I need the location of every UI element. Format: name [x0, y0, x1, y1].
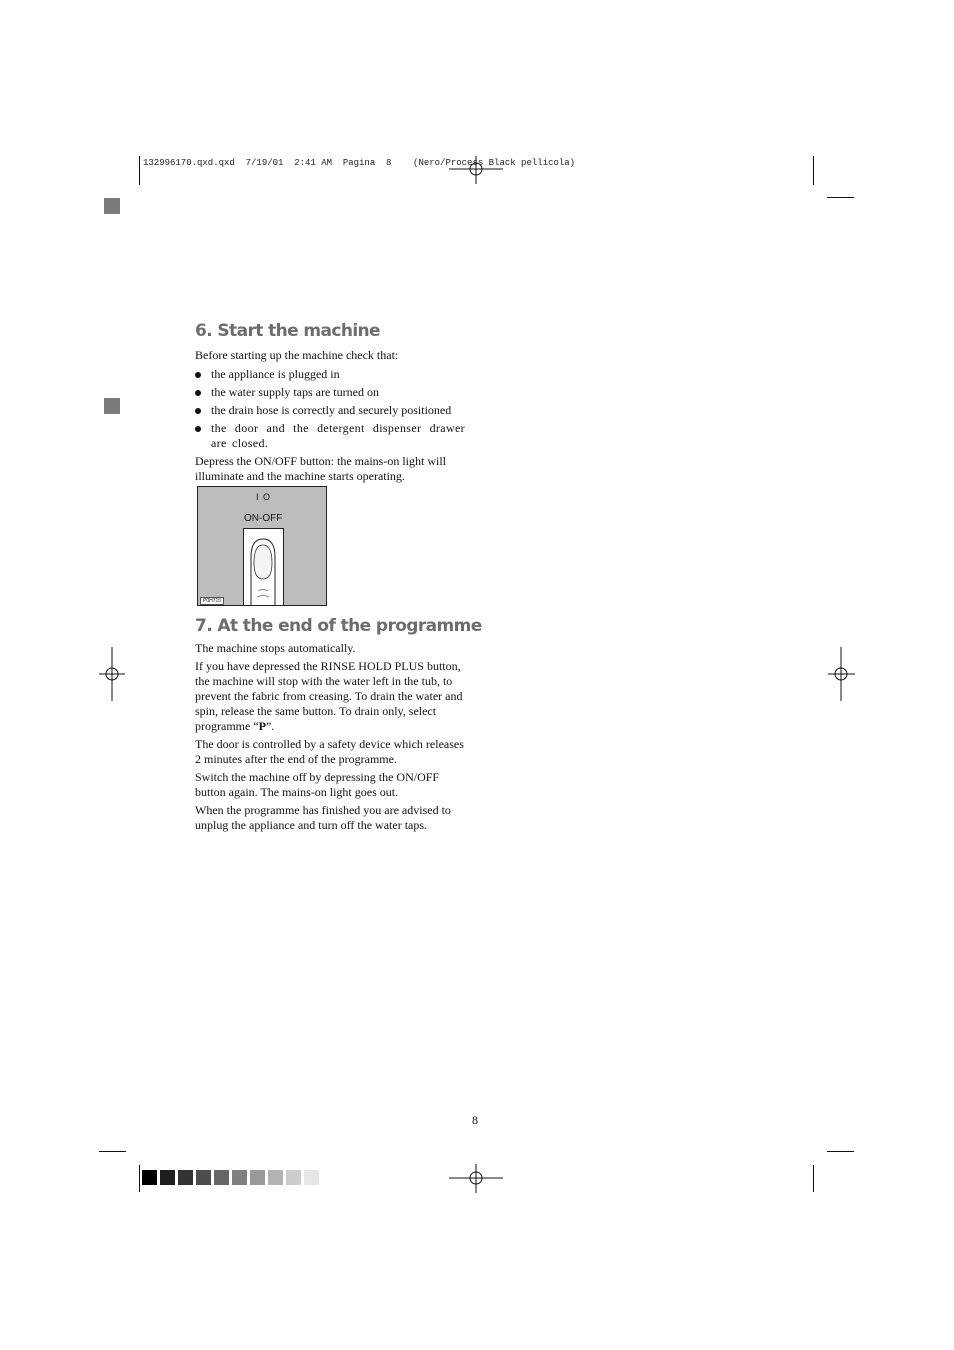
section-7-title: 7. At the end of the programme	[195, 616, 482, 636]
section-6-title: 6. Start the machine	[195, 321, 380, 341]
section-6-instruction: Depress the ON/OFF button: the mains-on light will illuminate and the machine starts operating.	[195, 454, 446, 483]
registration-mark-top	[447, 156, 505, 186]
slug-line: 132996170.qxd.qxd 7/19/01 2:41 AM Pagina 8 (Nero/Process Black pellicola)	[143, 158, 576, 168]
section-7-body	[195, 641, 465, 833]
figure-code: P0H715	[200, 597, 224, 605]
section-6-intro: Before starting up the machine check that:	[195, 348, 399, 362]
bullet-icon	[195, 426, 201, 432]
on-off-symbol: I O	[256, 492, 272, 502]
page-number: 8	[472, 1113, 478, 1127]
paragraph: The machine stops automatically.	[195, 641, 356, 655]
margin-square-middle	[104, 398, 120, 414]
bullet-icon	[195, 372, 201, 378]
color-swatch	[142, 1170, 157, 1185]
on-off-label: ON-OFF	[244, 513, 283, 524]
checklist	[195, 367, 465, 451]
color-swatch	[304, 1170, 319, 1185]
bullet-icon	[195, 408, 201, 414]
list-item: the appliance is plugged in	[195, 367, 465, 382]
bullet-icon	[195, 390, 201, 396]
color-swatch	[232, 1170, 247, 1185]
list-item: the water supply taps are turned on	[195, 385, 465, 400]
registration-mark-bottom	[447, 1163, 505, 1195]
color-swatch	[160, 1170, 175, 1185]
on-off-figure	[197, 486, 327, 606]
registration-mark-right	[827, 645, 857, 703]
section-6-body	[195, 348, 465, 484]
registration-mark-left	[97, 645, 127, 703]
color-swatch	[196, 1170, 211, 1185]
paragraph: The door is controlled by a safety device which releases 2 minutes after the end of the programme.	[195, 737, 464, 766]
paragraph: Switch the machine off by depressing the ON/OFF button again. The mains-on light goes out.	[195, 770, 440, 799]
margin-square-top	[104, 198, 120, 214]
paragraph: When the programme has finished you are advised to unplug the appliance and turn off the water taps.	[195, 803, 451, 832]
color-swatch	[268, 1170, 283, 1185]
color-swatch	[250, 1170, 265, 1185]
list-item: the door and the detergent dispenser drawer are closed.	[195, 421, 465, 451]
list-item: the drain hose is correctly and securely positioned	[195, 403, 465, 418]
color-swatch	[286, 1170, 301, 1185]
finger-pressing-icon	[242, 527, 286, 605]
paragraph: If you have depressed the RINSE HOLD PLUS button, the machine will stop with the water left in the tub, to prevent the fabric from creasing. To drain the water and spin, release the same button. To drain only, select programme “P”.	[195, 659, 463, 733]
color-swatch	[214, 1170, 229, 1185]
color-swatch	[178, 1170, 193, 1185]
